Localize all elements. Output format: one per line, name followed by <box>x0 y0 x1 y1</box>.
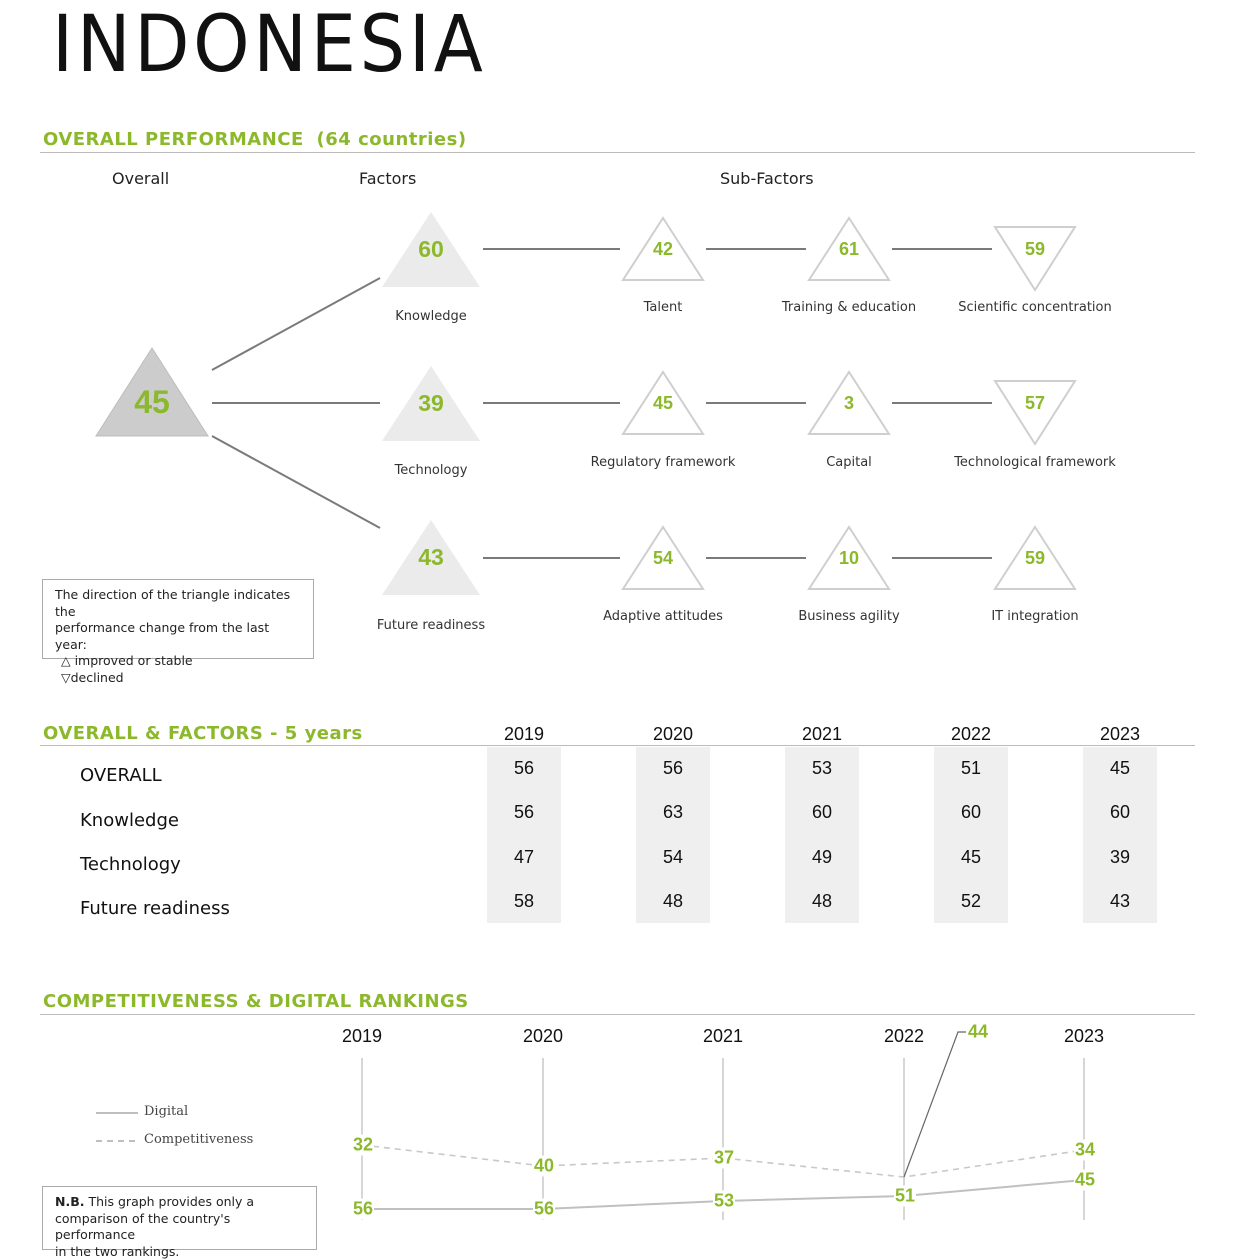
capital-value: 3 <box>843 393 854 413</box>
legend-digital-label: Digital <box>144 1104 189 1119</box>
rankings-note-box <box>42 1186 317 1259</box>
table-cell: 45 <box>960 847 982 867</box>
page-title: INDONESIA <box>52 0 487 90</box>
overall-performance-heading-text: OVERALL PERFORMANCE <box>43 129 304 150</box>
table-cell: 39 <box>1109 847 1131 867</box>
digital-label-2021: 53 <box>713 1190 735 1211</box>
legend-improved: △ improved or stable <box>61 653 193 668</box>
training-value: 61 <box>838 239 860 259</box>
technological-framework-value: 57 <box>1024 393 1046 413</box>
note-bold: N.B. <box>55 1194 85 1209</box>
table-cell: 60 <box>811 802 833 822</box>
business-agility-label: Business agility <box>798 609 900 624</box>
adaptive-value: 54 <box>652 548 674 568</box>
table-cell: 51 <box>960 758 982 778</box>
row-label-technology: Technology <box>80 854 181 875</box>
column-factors-heading: Factors <box>359 169 417 188</box>
it-integration-value: 59 <box>1024 548 1046 568</box>
digital-label-2019: 56 <box>352 1198 374 1219</box>
future-readiness-value: 43 <box>418 544 444 570</box>
capital-label: Capital <box>826 455 872 470</box>
year-2020: 2020 <box>652 724 694 744</box>
table-cell: 54 <box>662 847 684 867</box>
regulatory-label: Regulatory framework <box>590 455 736 470</box>
overall-performance-heading-suffix: (64 countries) <box>316 129 467 150</box>
future-readiness-label: Future readiness <box>376 618 486 633</box>
table-cell: 58 <box>513 891 535 911</box>
legend-declined: ▽declined <box>61 669 124 685</box>
technology-label: Technology <box>394 463 468 478</box>
note-line-1: This graph provides only a <box>84 1194 255 1209</box>
scientific-value: 59 <box>1024 239 1046 259</box>
table-cell: 60 <box>1109 802 1131 822</box>
technology-value: 39 <box>418 390 444 416</box>
note-line-2: comparison of the country's performance <box>55 1210 231 1242</box>
competitiveness-label-2023: 34 <box>1074 1139 1096 1160</box>
table-cell: 56 <box>662 758 684 778</box>
column-overall-heading: Overall <box>112 169 170 188</box>
digital-label-2020: 56 <box>533 1198 555 1219</box>
digital-label-2023: 45 <box>1074 1169 1096 1190</box>
table-cell: 48 <box>662 891 684 911</box>
table-cell: 53 <box>811 758 833 778</box>
knowledge-value: 60 <box>418 236 444 262</box>
table-cell: 52 <box>960 891 982 911</box>
adaptive-label: Adaptive attitudes <box>603 609 723 624</box>
digital-label-2022: 51 <box>894 1185 916 1206</box>
rankings-heading: COMPETITIVENESS & DIGITAL RANKINGS <box>43 991 469 1012</box>
training-label: Training & education <box>781 300 917 315</box>
technological-framework-label: Technological framework <box>954 455 1116 470</box>
table-cell: 56 <box>513 758 535 778</box>
rank-year-2020: 2020 <box>522 1026 564 1046</box>
competitiveness-label-2021: 37 <box>713 1147 735 1168</box>
regulatory-value: 45 <box>652 393 674 413</box>
scientific-label: Scientific concentration <box>958 300 1112 315</box>
rank-year-2021: 2021 <box>702 1026 744 1046</box>
callout-leader-line <box>904 1032 966 1177</box>
talent-value: 42 <box>652 239 674 259</box>
year-2023: 2023 <box>1099 724 1141 744</box>
row-label-overall: OVERALL <box>80 765 162 786</box>
rank-year-2023: 2023 <box>1063 1026 1105 1046</box>
talent-label: Talent <box>643 300 683 315</box>
row-label-knowledge: Knowledge <box>80 810 179 831</box>
table-cell: 63 <box>662 802 684 822</box>
row-label-future-readiness: Future readiness <box>80 898 230 919</box>
year-2022: 2022 <box>950 724 992 744</box>
legend-line-2: performance change from the last year: <box>55 620 270 652</box>
competitiveness-label-2022: 44 <box>967 1021 989 1042</box>
it-integration-label: IT integration <box>991 609 1079 624</box>
five-years-heading: OVERALL & FACTORS - 5 years <box>43 723 363 744</box>
business-agility-value: 10 <box>838 548 860 568</box>
table-cell: 45 <box>1109 758 1131 778</box>
table-cell: 49 <box>811 847 833 867</box>
legend-line-1: The direction of the triangle indicates the <box>55 587 291 619</box>
competitiveness-label-2020: 40 <box>533 1155 555 1176</box>
knowledge-label: Knowledge <box>395 309 467 324</box>
competitiveness-label-2019: 32 <box>352 1134 374 1155</box>
table-cell: 43 <box>1109 891 1131 911</box>
note-line-3: in the two rankings. <box>55 1243 180 1259</box>
table-cell: 60 <box>960 802 982 822</box>
legend-competitiveness-label: Competitiveness <box>144 1132 254 1147</box>
year-2019: 2019 <box>503 724 545 744</box>
overall-value: 45 <box>134 384 170 420</box>
column-subfactors-heading: Sub-Factors <box>720 169 814 188</box>
table-cell: 56 <box>513 802 535 822</box>
table-cell: 48 <box>811 891 833 911</box>
rank-year-2019: 2019 <box>341 1026 383 1046</box>
table-cell: 47 <box>513 847 535 867</box>
year-2021: 2021 <box>801 724 843 744</box>
rank-year-2022: 2022 <box>883 1026 925 1046</box>
